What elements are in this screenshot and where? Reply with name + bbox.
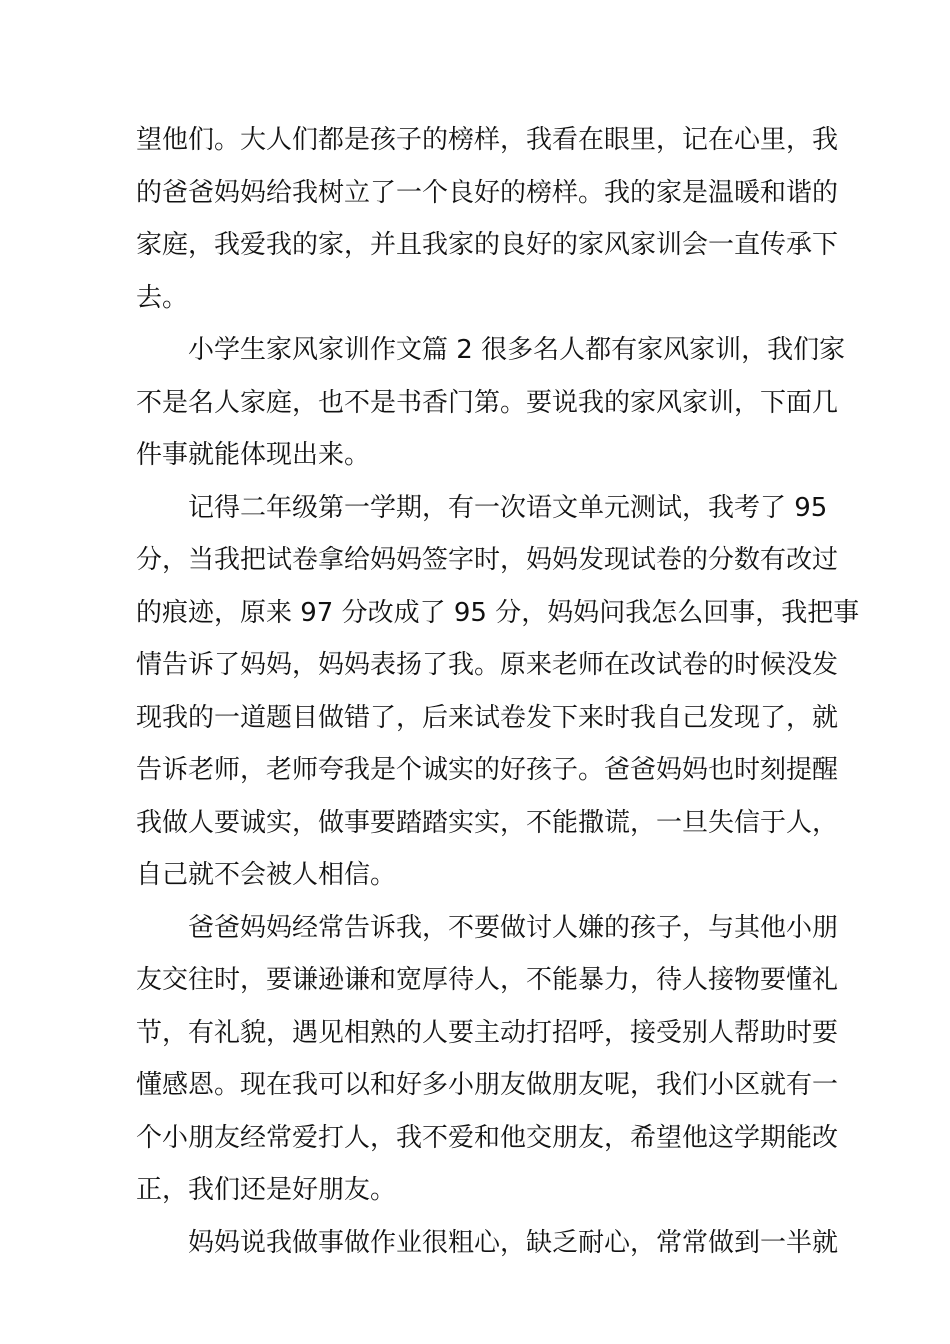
text-line: 自己就不会被人相信。: [136, 860, 397, 890]
paragraph-start-line: 妈妈说我做事做作业很粗心，缺乏耐心，常常做到一半就: [188, 1227, 839, 1258]
text-line: 友交往时，要谦逊谦和宽厚待人，不能暴力，待人接物要懂礼: [136, 965, 839, 995]
essay-body: [136, 114, 860, 1269]
text-line: 的痕迹，原来 97 分改成了 95 分，妈妈问我怎么回事，我把事: [136, 597, 860, 628]
text-line: 分，当我把试卷拿给妈妈签字时，妈妈发现试卷的分数有改过: [136, 545, 839, 575]
text-line: 节，有礼貌，遇见相熟的人要主动打招呼，接受别人帮助时要: [136, 1017, 839, 1048]
paragraph-start-line: 爸爸妈妈经常告诉我，不要做讨人嫌的孩子，与其他小朋: [188, 912, 839, 943]
text-line: 个小朋友经常爱打人，我不爱和他交朋友，希望他这学期能改: [136, 1122, 839, 1153]
text-line: 家庭，我爱我的家，并且我家的良好的家风家训会一直传承下: [136, 230, 839, 260]
text-line: 正，我们还是好朋友。: [136, 1175, 397, 1205]
paragraph-start-line: 小学生家风家训作文篇 2 很多名人都有家风家训，我们家: [188, 335, 846, 365]
text-line: 去。: [136, 282, 189, 313]
text-line: 告诉老师，老师夸我是个诚实的好孩子。爸爸妈妈也时刻提醒: [136, 755, 839, 785]
text-line: 现我的一道题目做错了，后来试卷发下来时我自己发现了，就: [136, 702, 839, 733]
text-line: 件事就能体现出来。: [136, 440, 371, 470]
text-line: 情告诉了妈妈，妈妈表扬了我。原来老师在改试卷的时候没发: [136, 650, 839, 680]
text-line: 我做人要诚实，做事要踏踏实实，不能撒谎，一旦失信于人，: [136, 807, 839, 838]
text-line: 懂感恩。现在我可以和好多小朋友做朋友呢，我们小区就有一: [136, 1070, 839, 1100]
paragraph-start-line: 记得二年级第一学期，有一次语文单元测试，我考了 95: [188, 492, 828, 523]
text-line: 望他们。大人们都是孩子的榜样，我看在眼里，记在心里，我: [136, 125, 839, 155]
text-line: 不是名人家庭，也不是书香门第。要说我的家风家训，下面几: [136, 387, 839, 418]
text-line: 的爸爸妈妈给我树立了一个良好的榜样。我的家是温暖和谐的: [136, 177, 839, 208]
